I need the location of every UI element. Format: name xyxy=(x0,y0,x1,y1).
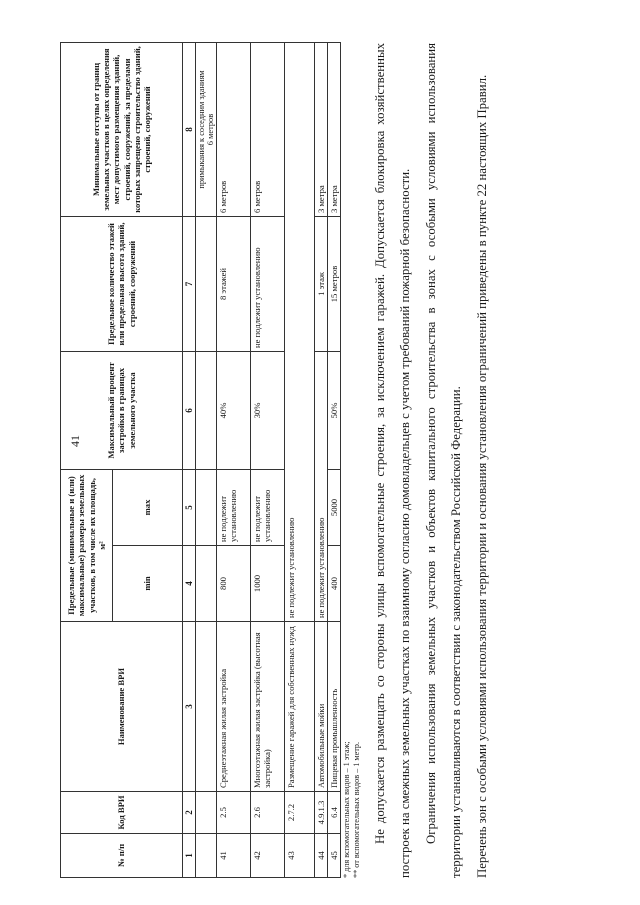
col-number: 2 xyxy=(183,792,196,834)
row-name: Размещение гаражей для собственных нужд xyxy=(285,622,315,792)
header-name: Наименование ВРИ xyxy=(61,622,183,792)
row-offset: 3 метра xyxy=(328,42,341,216)
row-merged-value: не подлежит установлению xyxy=(285,42,315,621)
body-text xyxy=(368,43,496,878)
paragraph: Перечень зон с особыми условиями использования территории и основания установления ограничений приведены в пункте 22 настоящих Правил. xyxy=(475,74,490,878)
row-code: 4.9.1.3 xyxy=(315,792,328,834)
header-max: max xyxy=(113,469,183,545)
row-max: не подлежит установлению xyxy=(217,469,251,545)
header-min: min xyxy=(113,546,183,622)
header-floors: Предельное количество этажей или предельная высота зданий, строений, сооружений xyxy=(61,216,183,351)
table-notes xyxy=(342,43,362,878)
row-offset: 6 метров xyxy=(217,42,251,216)
paragraph: Не допускается размещать со стороны улицы вспомогательные строения, за исключением гаражей. Допускается блокировка хозяйственных построек на смежных земельных участках по взаимному согласию домовладельцев с учетом требований пожарной безопасности. xyxy=(372,43,413,878)
row-offset: 3 метра xyxy=(315,42,328,216)
col-number: 7 xyxy=(183,216,196,351)
continuation-note-text: примыкания к соседним зданиям xyxy=(197,70,206,189)
table-row xyxy=(315,42,328,877)
header-size-group xyxy=(61,469,113,621)
note-line: * для вспомогательных видов – 1 этаж; xyxy=(342,741,351,878)
row-name: Среднеэтажная жилая застройка xyxy=(217,622,251,792)
row-code: 2.7.2 xyxy=(285,792,315,834)
row-num: 43 xyxy=(285,834,315,878)
header-code: Код ВРИ xyxy=(61,792,183,834)
header-offset: Минимальные отступы от границ земельных участков в целях определения мест допустимого размещения зданий, строений, сооружений, за пределами которых запрещено строительство зданий, строений, сооружений xyxy=(61,42,183,216)
row-merged-value: не подлежит установлению xyxy=(315,351,328,621)
row-percent: 50% xyxy=(328,351,341,469)
row-max: не подлежит установлению xyxy=(251,469,285,545)
header-size-group-text: Предельные (минимальные и (или) максимальные) размеры земельных участков, в том числе их площадь, м² xyxy=(65,474,107,617)
continuation-value: 6 метров xyxy=(206,113,215,146)
row-floors: 8 этажей xyxy=(217,216,251,351)
row-num: 42 xyxy=(251,834,285,878)
row-min: 800 xyxy=(217,546,251,622)
row-percent: 40% xyxy=(217,351,251,469)
row-min: 1000 xyxy=(251,546,285,622)
row-min: 400 xyxy=(328,546,341,622)
table-row xyxy=(285,42,315,877)
continuation-row xyxy=(196,42,217,877)
column-number-row xyxy=(183,42,196,877)
vri-table xyxy=(60,42,341,878)
row-offset: 6 метров xyxy=(251,42,285,216)
header-num: № п/п xyxy=(61,834,183,878)
row-floors: 15 метров xyxy=(328,216,341,351)
col-number: 4 xyxy=(183,546,196,622)
table-row xyxy=(217,42,251,877)
row-floors: не подлежит установлению xyxy=(251,216,285,351)
row-num: 45 xyxy=(328,834,341,878)
row-name: Пищевая промышленность xyxy=(328,622,341,792)
row-num: 44 xyxy=(315,834,328,878)
continuation-note xyxy=(196,42,217,216)
col-number: 8 xyxy=(183,42,196,216)
row-code: 2.5 xyxy=(217,792,251,834)
col-number: 1 xyxy=(183,834,196,878)
row-num: 41 xyxy=(217,834,251,878)
row-floors: 1 этаж xyxy=(315,216,328,351)
page-number: 41 xyxy=(68,435,82,447)
row-code: 2.6 xyxy=(251,792,285,834)
table-row xyxy=(328,42,341,877)
col-number: 3 xyxy=(183,622,196,792)
table-row xyxy=(251,42,285,877)
paragraph: Ограничения использования земельных участков и объектов капитального строительства в зонах с особыми условиями использования территории устанавливаются в соответствии с законодательством Российской Федерации. xyxy=(423,43,464,878)
header-percent: Максимальный процент застройки в границах земельного участка xyxy=(61,351,183,469)
row-code: 6.4 xyxy=(328,792,341,834)
row-max: 5000 xyxy=(328,469,341,545)
rotated-page-content xyxy=(60,43,628,878)
col-number: 6 xyxy=(183,351,196,469)
note-line: ** от вспомогательных видов – 1 метр. xyxy=(351,741,361,878)
col-number: 5 xyxy=(183,469,196,545)
row-name: Автомобильные мойки xyxy=(315,622,328,792)
row-name: Многоэтажная жилая застройка (высотная застройка) xyxy=(251,622,285,792)
row-percent: 30% xyxy=(251,351,285,469)
